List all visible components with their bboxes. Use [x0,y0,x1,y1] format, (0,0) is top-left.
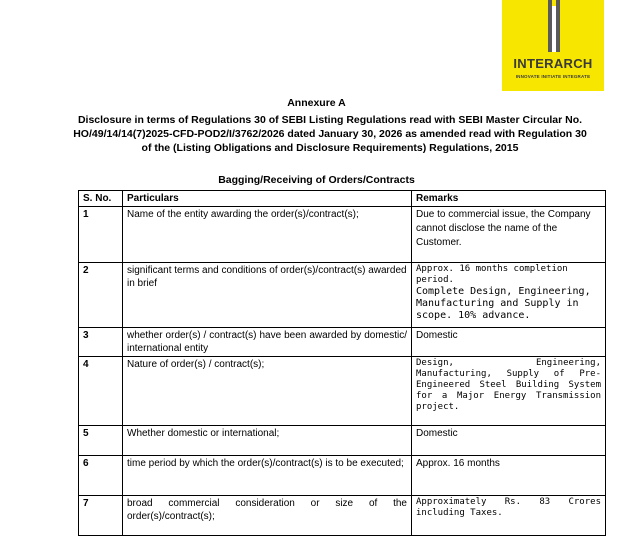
row-remark: Design, Engineering, Manufacturing, Supply of Pre-Engineered Steel Building System for a Major Energy Transmission project. [412,357,606,426]
table-row [79,263,606,328]
row-sno: 6 [79,456,123,496]
annexure-title: Annexure A [287,97,346,109]
table-row [79,328,606,357]
table-row [79,496,606,536]
row-remark-line-b: Complete Design, Engineering, Manufacturing and Supply in scope. 10% advance. [416,286,591,321]
row-remark [412,496,606,536]
row-particular: Name of the entity awarding the order(s)/contract(s); [123,207,412,263]
header-sno: S. No. [79,191,123,207]
row-remark-line-a: Approximately Rs. 83 Crores [416,497,601,507]
row-remark: Domestic [412,426,606,456]
row-remark [412,263,606,328]
row-sno: 1 [79,207,123,263]
row-sno: 7 [79,496,123,536]
row-remark-line-b: including Taxes. [416,508,503,518]
disclosure-heading: Disclosure in terms of Regulations 30 of SEBI Listing Regulations read with SEBI Master Circular No. HO/49/14/14(7)2025-CFD-POD2/I/3762/2026 dated January 30, 2026 as amended read with Regulation 30 of the (Listing Obligations and Disclosure Requirements) Regulations, 2015 [73,114,587,154]
row-particular: significant terms and conditions of order(s)/contract(s) awarded in brief [123,263,412,328]
table-row [79,357,606,426]
header-particulars: Particulars [123,191,412,207]
row-particular: time period by which the order(s)/contract(s) is to be executed; [123,456,412,496]
header-remarks: Remarks [412,191,606,207]
row-sno: 4 [79,357,123,426]
row-remark: Domestic [412,328,606,357]
row-remark-line-a: Approx. 16 months completion period. [416,264,568,285]
row-particular: whether order(s) / contract(s) have been awarded by domestic/ international entity [123,328,412,357]
company-logo [502,0,604,91]
row-remark: Due to commercial issue, the Company cannot disclose the name of the Customer. [412,207,606,263]
table-row [79,207,606,263]
row-remark: Approx. 16 months [412,456,606,496]
logo-tagline: INNOVATE INITIATE INTEGRATE [515,74,591,79]
disclosure-table [78,190,606,536]
table-title: Bagging/Receiving of Orders/Contracts [218,174,415,186]
table-row [79,426,606,456]
table-header-row [79,191,606,207]
row-sno: 2 [79,263,123,328]
table-row [79,456,606,496]
logo-brand-text: INTERARCH [513,56,593,71]
row-particular: broad commercial consideration or size of the order(s)/contract(s); [123,496,412,536]
logo-pillar-right [556,0,560,52]
row-sno: 3 [79,328,123,357]
row-particular: Whether domestic or international; [123,426,412,456]
row-particular: Nature of order(s) / contract(s); [123,357,412,426]
row-sno: 5 [79,426,123,456]
